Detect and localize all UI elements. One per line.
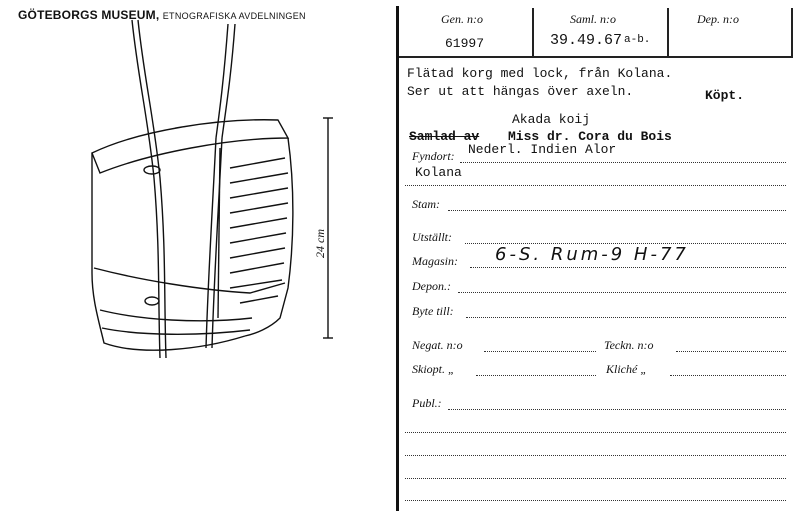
tribe-line: [448, 210, 786, 211]
storage-line: [470, 267, 786, 268]
department-name: ETNOGRAFISKA AVDELNINGEN: [162, 11, 306, 21]
slide-line: [476, 375, 596, 376]
negative-number-line: [484, 351, 596, 352]
exchange-line: [466, 317, 786, 318]
find-place-label: Fyndort:: [412, 149, 455, 163]
card-divider: [396, 6, 399, 511]
drawing-number-line: [676, 351, 786, 352]
gen-number-cell: [399, 8, 534, 56]
negative-number-label: Negat. n:o: [412, 338, 463, 352]
publication-line-4: [405, 478, 786, 479]
saml-number-cell: [534, 8, 669, 56]
find-place-value-2: Kolana: [415, 165, 462, 180]
local-name: Akada koij: [512, 112, 591, 127]
deposit-label: Depon.:: [412, 279, 451, 293]
tribe-label: Stam:: [412, 197, 440, 211]
find-place-line-2: [405, 185, 786, 186]
publication-line-2: [405, 432, 786, 433]
drawing-number-label: Teckn. n:o: [604, 338, 654, 352]
publication-line-1: [448, 409, 786, 410]
storage-value: 6-S. Rum-9 H-77: [495, 244, 689, 265]
saml-number-suffix: a-b.: [624, 34, 651, 46]
museum-name: GÖTEBORGS MUSEUM,: [18, 8, 160, 22]
purchased-note: Köpt.: [705, 88, 745, 103]
storage-label: Magasin:: [412, 254, 458, 268]
exhibited-label: Utställt:: [412, 230, 453, 244]
slide-label: Skiopt. „: [412, 362, 455, 376]
number-header-box: [399, 8, 793, 58]
publication-line-3: [405, 455, 786, 456]
cliche-label: Kliché „: [606, 362, 647, 376]
deposit-line: [458, 292, 786, 293]
gen-number-value: 61997: [445, 36, 485, 51]
dep-number-cell: [697, 12, 739, 27]
publication-line-5: [405, 500, 786, 501]
dep-number-label: Dep. n:o: [697, 12, 739, 26]
gen-number-label: Gen. n:o: [441, 12, 483, 26]
saml-number-label: Saml. n:o: [570, 12, 616, 26]
description-line-1: Flätad korg med lock, från Kolana.: [407, 66, 673, 81]
publication-label: Publ.:: [412, 396, 442, 410]
measurement-label: 24 cm: [313, 229, 327, 258]
exchange-label: Byte till:: [412, 304, 454, 318]
saml-number-value: 39.49.67: [550, 32, 623, 49]
find-place-line: [460, 162, 786, 163]
basket-drawing: [80, 18, 360, 368]
collected-by-value: Miss dr. Cora du Bois: [508, 129, 672, 144]
description-line-2: Ser ut att hängas över axeln.: [407, 84, 634, 99]
find-place-value-1: Nederl. Indien Alor: [468, 142, 617, 157]
cliche-line: [670, 375, 786, 376]
collected-by-label: Samlad av: [409, 129, 480, 144]
